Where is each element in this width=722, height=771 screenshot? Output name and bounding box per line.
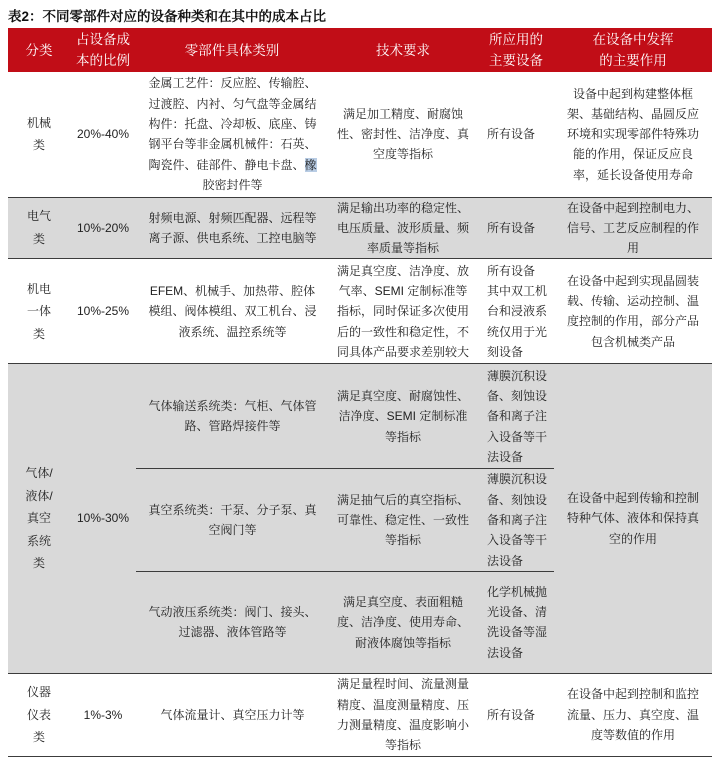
requirements-cell — [328, 197, 478, 259]
role-cell — [554, 197, 712, 259]
requirements-text: 满足量程时间、流量测量精度、温度测量精度、压力测量精度、温度影响小等指标 — [336, 677, 469, 753]
header-cost-share — [70, 28, 136, 72]
category-label: 机电一体类 — [26, 281, 51, 341]
category-cell — [8, 259, 70, 364]
components-text-end: 胶密封件等 — [202, 177, 263, 192]
equipment-text: 所有设备 — [487, 220, 536, 235]
components-text: 射频电源、射频匹配器、远程等离子源、供电系统、工控电脑等 — [148, 210, 317, 245]
role-cell — [554, 364, 712, 673]
components-text: EFEM、机械手、加热带、腔体模组、阀体模组、双工机台、浸液系统、温控系统等 — [148, 283, 317, 339]
requirements-cell — [328, 469, 478, 571]
cost-share-cell — [70, 364, 136, 673]
cost-share-cell — [70, 72, 136, 197]
table-header-row — [8, 28, 712, 72]
requirements-cell — [328, 571, 478, 673]
equipment-text: 所有设备 其中双工机台和浸液系统仅用于光刻设备 — [487, 263, 548, 359]
header-category-label: 分类 — [25, 42, 53, 58]
requirements-text: 满足抽气后的真空指标、可靠性、稳定性、一致性等指标 — [336, 492, 469, 548]
row-gas-delivery-system — [8, 364, 712, 469]
equipment-text: 薄膜沉积设备、刻蚀设备和离子注入设备等干法设备 — [487, 472, 548, 568]
header-components-label: 零部件具体类别 — [184, 42, 280, 58]
components-text: 气动液压系统类：阀门、接头、过滤器、液体管路等 — [148, 605, 317, 640]
role-text: 在设备中起到控制电力、信号、工艺反应制程的作用 — [566, 200, 699, 256]
category-cell — [8, 197, 70, 259]
equipment-cell — [478, 673, 554, 756]
row-mechanical — [8, 72, 712, 197]
role-text: 在设备中起到实现晶圆装载、传输、运动控制、温度控制的作用，部分产品包含机械类产品 — [566, 273, 699, 349]
equipment-cell — [478, 364, 554, 469]
category-label: 气体/液体/真空系统类 — [25, 466, 53, 571]
cost-share-value: 10%-25% — [76, 304, 130, 319]
cost-share-value: 20%-40% — [76, 127, 130, 142]
header-cost-share-label: 占设备成本的比例 — [76, 32, 130, 68]
equipment-cell — [478, 197, 554, 259]
cost-share-value: 10%-20% — [76, 220, 130, 235]
category-cell — [8, 364, 70, 673]
header-role — [554, 28, 712, 72]
role-text: 设备中起到构建整体框架、基础结构、晶圆反应环境和实现零部件特殊功能的作用，保证反应良率，延长设备使用寿命 — [566, 86, 699, 182]
cost-share-cell — [70, 673, 136, 756]
components-cell — [136, 469, 328, 571]
requirements-text: 满足真空度、洁净度、放气率、SEMI 定制标准等指标，同时保证多次使用后的一致性和稳定性，不同具体产品要求差别较大 — [336, 263, 469, 359]
highlighted-text: 橡 — [304, 157, 317, 172]
components-cell — [136, 571, 328, 673]
requirements-text: 满足加工精度、耐腐蚀性、密封性、洁净度、真空度等指标 — [336, 106, 469, 162]
header-requirements — [328, 28, 478, 72]
cost-share-value: 10%-30% — [76, 511, 130, 526]
equipment-text: 所有设备 — [487, 127, 536, 142]
role-text: 在设备中起到传输和控制特种气体、液体和保持真空的作用 — [566, 491, 699, 546]
header-components — [136, 28, 328, 72]
category-label: 仪器仪表类 — [26, 685, 51, 745]
equipment-text: 所有设备 — [487, 707, 536, 722]
header-equipment-label: 所应用的主要设备 — [489, 32, 543, 68]
header-category — [8, 28, 70, 72]
equipment-cell — [478, 571, 554, 673]
requirements-text: 满足真空度、表面粗糙度、洁净度、使用寿命、耐液体腐蚀等指标 — [336, 594, 469, 650]
cost-share-cell — [70, 259, 136, 364]
cost-share-cell — [70, 197, 136, 259]
components-cell — [136, 197, 328, 259]
equipment-text: 化学机械抛光设备、清洗设备等湿法设备 — [487, 584, 548, 660]
components-text: 真空系统类：干泵、分子泵、真空阀门等 — [148, 502, 317, 538]
header-requirements-label: 技术要求 — [376, 42, 430, 58]
components-cell — [136, 72, 328, 197]
components-text: 金属工艺件：反应腔、传输腔、过渡腔、内衬、匀气盘等金属结构件：托盘、冷却板、底座、铸钢平台等非金属机械件：石英、陶瓷件、硅部件、静电卡盘、 — [148, 76, 317, 172]
table-title: 表2：不同零部件对应的设备种类和在其中的成本占比 — [8, 9, 327, 24]
components-cell — [136, 364, 328, 469]
components-cell — [136, 673, 328, 756]
category-label: 电气类 — [26, 209, 51, 246]
header-equipment — [478, 28, 554, 72]
role-cell — [554, 259, 712, 364]
requirements-text: 满足输出功率的稳定性、电压质量、波形质量、频率质量等指标 — [336, 200, 469, 256]
requirements-text: 满足真空度、耐腐蚀性、洁净度、SEMI 定制标准等指标 — [336, 388, 469, 444]
header-role-label: 在设备中发挥的主要作用 — [592, 32, 674, 68]
category-cell — [8, 72, 70, 197]
equipment-cell — [478, 469, 554, 571]
requirements-cell — [328, 72, 478, 197]
requirements-cell — [328, 364, 478, 469]
role-cell — [554, 72, 712, 197]
components-text: 气体流量计、真空压力计等 — [160, 707, 305, 722]
equipment-text: 薄膜沉积设备、刻蚀设备和离子注入设备等干法设备 — [487, 368, 548, 464]
row-instrumentation — [8, 673, 712, 756]
equipment-cell — [478, 72, 554, 197]
category-label: 机械类 — [26, 115, 51, 153]
role-cell — [554, 673, 712, 756]
requirements-cell — [328, 259, 478, 364]
cost-share-value: 1%-3% — [83, 707, 123, 722]
equipment-cell — [478, 259, 554, 364]
components-text: 气体输送系统类：气柜、气体管路、管路焊接件等 — [148, 399, 317, 434]
category-cell — [8, 673, 70, 756]
requirements-cell — [328, 673, 478, 756]
components-cell — [136, 259, 328, 364]
role-text: 在设备中起到控制和监控流量、压力、真空度、温度等数值的作用 — [566, 687, 699, 743]
row-mechatronic — [8, 259, 712, 364]
row-electrical — [8, 197, 712, 259]
component-cost-table — [8, 28, 712, 757]
